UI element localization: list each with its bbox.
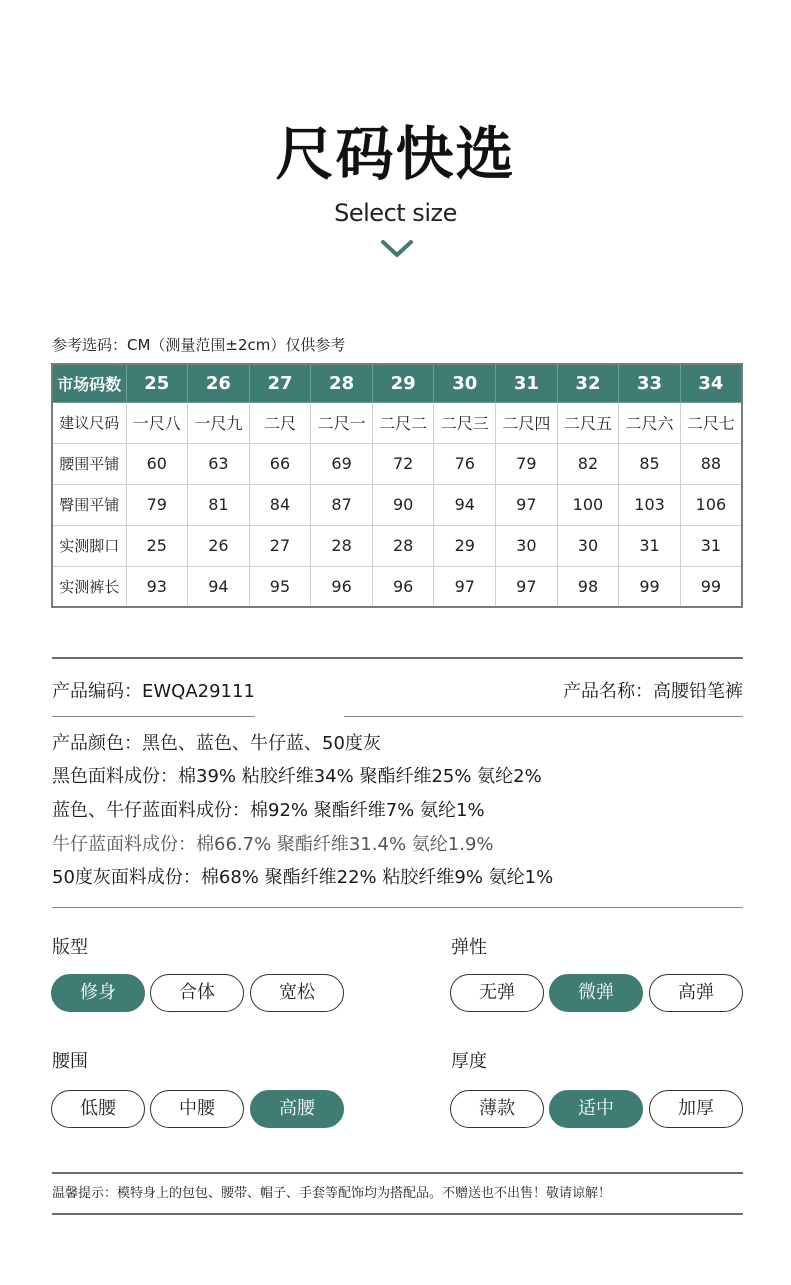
thickness-label: 厚度 <box>451 1051 487 1072</box>
thickness-option-medium[interactable]: 适中 <box>549 1090 643 1128</box>
table-cell: 二尺二 <box>372 402 434 443</box>
table-cell: 69 <box>311 443 373 484</box>
chevron-down-icon <box>380 238 414 260</box>
waist-label: 腰围 <box>52 1051 88 1072</box>
warm-tip: 温馨提示：模特身上的包包、腰带、帽子、手套等配饰均为搭配品。不赠送也不出售！敬请谅解！ <box>52 1186 612 1201</box>
table-row <box>52 402 742 443</box>
size-col-header: 26 <box>188 364 250 402</box>
table-cell: 97 <box>434 566 496 607</box>
waist-option-low[interactable]: 低腰 <box>51 1090 145 1128</box>
table-cell: 99 <box>619 566 681 607</box>
size-col-header: 30 <box>434 364 496 402</box>
table-cell: 31 <box>619 525 681 566</box>
table-cell: 97 <box>496 484 558 525</box>
table-cell: 二尺一 <box>311 402 373 443</box>
table-cell: 90 <box>372 484 434 525</box>
table-cell: 63 <box>188 443 250 484</box>
table-cell: 84 <box>249 484 311 525</box>
table-cell: 二尺七 <box>680 402 742 443</box>
table-cell: 30 <box>496 525 558 566</box>
page-title: 尺码快选 <box>275 120 516 188</box>
table-cell: 26 <box>188 525 250 566</box>
table-row <box>52 443 742 484</box>
size-col-header: 33 <box>619 364 681 402</box>
fit-option-regular[interactable]: 合体 <box>150 974 244 1012</box>
size-col-header: 29 <box>372 364 434 402</box>
table-cell: 29 <box>434 525 496 566</box>
size-table <box>51 363 743 608</box>
table-cell: 87 <box>311 484 373 525</box>
table-cell: 31 <box>680 525 742 566</box>
table-cell: 99 <box>680 566 742 607</box>
fit-option-slim[interactable]: 修身 <box>51 974 145 1012</box>
table-cell: 28 <box>311 525 373 566</box>
row-label: 建议尺码 <box>52 402 126 443</box>
divider <box>52 1172 743 1174</box>
divider <box>52 907 743 908</box>
row-label: 臀围平铺 <box>52 484 126 525</box>
table-cell: 60 <box>126 443 188 484</box>
size-col-header: 25 <box>126 364 188 402</box>
table-cell: 79 <box>496 443 558 484</box>
table-cell: 82 <box>557 443 619 484</box>
table-cell: 76 <box>434 443 496 484</box>
size-table-header-label: 市场码数 <box>52 364 126 402</box>
size-col-header: 32 <box>557 364 619 402</box>
size-col-header: 27 <box>249 364 311 402</box>
table-cell: 25 <box>126 525 188 566</box>
table-cell: 94 <box>434 484 496 525</box>
thickness-option-thin[interactable]: 薄款 <box>450 1090 544 1128</box>
table-cell: 106 <box>680 484 742 525</box>
table-cell: 96 <box>372 566 434 607</box>
product-code: 产品编码：EWQA29111 <box>52 681 255 702</box>
fit-option-loose[interactable]: 宽松 <box>250 974 344 1012</box>
fit-label: 版型 <box>52 937 88 958</box>
table-cell: 97 <box>496 566 558 607</box>
product-colors: 产品颜色：黑色、蓝色、牛仔蓝、50度灰 <box>52 733 381 754</box>
fabric-grey: 50度灰面料成份：棉68% 聚酯纤维22% 粘胶纤维9% 氨纶1% <box>52 867 554 888</box>
table-cell: 96 <box>311 566 373 607</box>
elasticity-option-slight[interactable]: 微弹 <box>549 974 643 1012</box>
table-cell: 二尺五 <box>557 402 619 443</box>
table-cell: 27 <box>249 525 311 566</box>
waist-option-high[interactable]: 高腰 <box>250 1090 344 1128</box>
table-cell: 66 <box>249 443 311 484</box>
thickness-option-thick[interactable]: 加厚 <box>649 1090 743 1128</box>
table-cell: 103 <box>619 484 681 525</box>
fabric-denim: 牛仔蓝面料成份：棉66.7% 聚酯纤维31.4% 氨纶1.9% <box>52 834 494 855</box>
table-cell: 二尺 <box>249 402 311 443</box>
table-cell: 72 <box>372 443 434 484</box>
table-cell: 81 <box>188 484 250 525</box>
size-col-header: 28 <box>311 364 373 402</box>
elasticity-option-none[interactable]: 无弹 <box>450 974 544 1012</box>
divider <box>52 716 255 717</box>
row-label: 实测裤长 <box>52 566 126 607</box>
size-col-header: 34 <box>680 364 742 402</box>
elasticity-label: 弹性 <box>451 937 487 958</box>
table-cell: 二尺六 <box>619 402 681 443</box>
table-row <box>52 525 742 566</box>
table-cell: 85 <box>619 443 681 484</box>
size-col-header: 31 <box>496 364 558 402</box>
product-name: 产品名称：高腰铅笔裤 <box>563 681 743 702</box>
table-row <box>52 566 742 607</box>
fabric-blue: 蓝色、牛仔蓝面料成份：棉92% 聚酯纤维7% 氨纶1% <box>52 800 485 821</box>
row-label: 实测脚口 <box>52 525 126 566</box>
table-cell: 79 <box>126 484 188 525</box>
table-cell: 二尺四 <box>496 402 558 443</box>
elasticity-option-high[interactable]: 高弹 <box>649 974 743 1012</box>
waist-option-mid[interactable]: 中腰 <box>150 1090 244 1128</box>
table-cell: 95 <box>249 566 311 607</box>
divider <box>52 1213 743 1215</box>
table-cell: 94 <box>188 566 250 607</box>
table-cell: 一尺八 <box>126 402 188 443</box>
table-cell: 100 <box>557 484 619 525</box>
table-cell: 88 <box>680 443 742 484</box>
table-row <box>52 484 742 525</box>
page-subtitle: Select size <box>334 199 457 227</box>
divider <box>344 716 743 717</box>
divider <box>52 657 743 659</box>
row-label: 腰围平铺 <box>52 443 126 484</box>
table-cell: 30 <box>557 525 619 566</box>
table-cell: 二尺三 <box>434 402 496 443</box>
table-cell: 93 <box>126 566 188 607</box>
fabric-black: 黑色面料成份：棉39% 粘胶纤维34% 聚酯纤维25% 氨纶2% <box>52 766 542 787</box>
size-table-header-row <box>52 364 742 402</box>
table-cell: 28 <box>372 525 434 566</box>
table-cell: 98 <box>557 566 619 607</box>
size-reference-note: 参考选码：CM（测量范围±2cm）仅供参考 <box>52 336 346 354</box>
table-cell: 一尺九 <box>188 402 250 443</box>
